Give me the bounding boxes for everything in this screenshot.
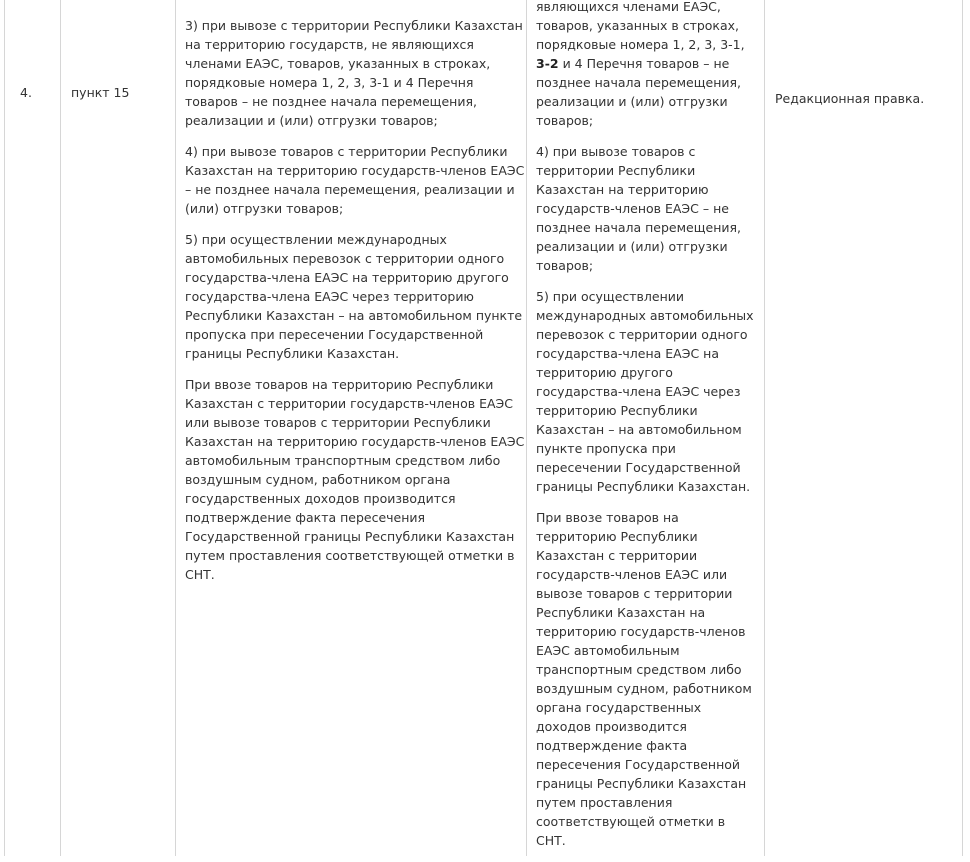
proposed-p3-text-end: и 4 Перечня товаров – не позднее начала перемещения, реализации и (или) отгрузки товаров; <box>536 56 741 128</box>
current-paragraph-4: 4) при вывозе товаров с территории Республики Казахстан на территорию государств-членов ЕАЭС – не позднее начала перемещения, реализации и (или) отгрузки товаров; <box>185 144 525 216</box>
justification-cell: Редакционная правка. <box>775 91 925 106</box>
column-divider <box>60 0 61 856</box>
proposed-paragraph-4: 4) при вывозе товаров с территории Республики Казахстан на территорию государств-членов ЕАЭС – не позднее начала перемещения, реализации и (или) отгрузки товаров; <box>536 144 741 273</box>
current-paragraph-3: 3) при вывозе с территории Республики Казахстан на территорию государств, не являющихся членами ЕАЭС, товаров, указанных в строках, порядковые номера 1, 2, 3, 3-1 и 4 Перечня товаров – не позднее начала перемещения, реализации и (или) отгрузки товаров; <box>185 18 523 128</box>
current-paragraph-6: При ввозе товаров на территорию Республики Казахстан с территории государств-членов ЕАЭС или вывозе товаров с территории Республики Казахстан на территорию государств-членов ЕАЭС автомобильным транспортным средством либо воздушным судном, работником органа государственных доходов производится подтверждение факта пересечения Государственной границы Республики Казахстан путем проставления соответствующей отметки в СНТ. <box>185 377 525 582</box>
current-text-cell <box>185 16 525 596</box>
clause-reference: пункт 15 <box>71 85 130 100</box>
column-divider <box>526 0 527 856</box>
column-divider <box>764 0 765 856</box>
column-divider <box>4 0 5 856</box>
proposed-paragraph-5: 5) при осуществлении международных автомобильных перевозок с территории одного государства-члена ЕАЭС на территорию другого государства-члена ЕАЭС через территорию Республики Казахстан – на автомобильном пункте пропуска при пересечении Государственной границы Республики Казахстан. <box>536 289 754 494</box>
row-number: 4. <box>20 85 32 100</box>
added-item-highlight: 3-2 <box>536 56 559 71</box>
proposed-text-cell <box>536 0 758 862</box>
column-divider <box>175 0 176 856</box>
proposed-paragraph-3 <box>536 0 758 130</box>
column-divider <box>962 0 963 856</box>
proposed-p3-text-start: являющихся членами ЕАЭС, товаров, указанных в строках, порядковые номера 1, 2, 3, 3-1, <box>536 0 745 52</box>
proposed-paragraph-6: При ввозе товаров на территорию Республики Казахстан с территории государств-членов ЕАЭС или вывозе товаров с территории Республики Казахстан на территорию государств-членов ЕАЭС автомобильным транспортным средством либо воздушным судном, работником органа государственных доходов производится подтверждение факта пересечения Государственной границы Республики Казахстан путем проставления соответствующей отметки в СНТ. <box>536 510 752 848</box>
current-paragraph-5: 5) при осуществлении международных автомобильных перевозок с территории одного государства-члена ЕАЭС на территорию другого государства-члена ЕАЭС через территорию Республики Казахстан – на автомобильном пункте пропуска при пересечении Государственной границы Республики Казахстан. <box>185 232 523 361</box>
